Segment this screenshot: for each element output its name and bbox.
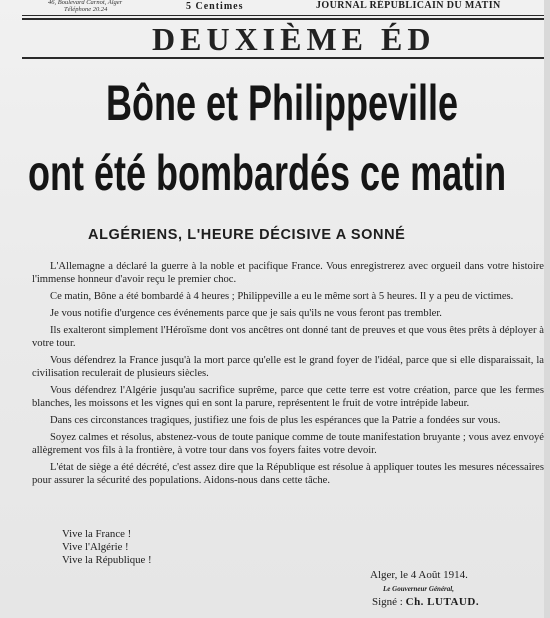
masthead-address-text: 46, Boulevard Carnot, Alger [48, 0, 123, 6]
paragraph: L'état de siège a été décrété, c'est assez dire que la République est résolue à appliquer toutes les mesures nécessaires pour assurer la sécurité des populations. Aidons-nous dans cette tâche. [32, 462, 544, 486]
masthead-price: 5 Centimes [186, 1, 244, 12]
vive-line: Vive la République ! [62, 554, 152, 566]
proclamation-body [32, 260, 544, 491]
edition-banner: DEUXIÈME ÉD [152, 21, 436, 57]
signatory-name: Ch. LUTAUD. [405, 596, 480, 608]
paragraph: Ils exalteront simplement l'Héroïsme dont vos ancêtres ont donné tant de preuves et que vous êtes prêts à déployer à votre tour. [32, 325, 544, 349]
signed-label: Signé : [372, 596, 403, 608]
masthead-phone: Téléphone 20.24 [64, 6, 108, 13]
masthead-address [48, 0, 122, 13]
place-date: Alger, le 4 Août 1914. [370, 569, 468, 581]
vive-list [62, 528, 152, 567]
subheadline: ALGÉRIENS, L'HEURE DÉCISIVE A SONNÉ [88, 227, 406, 243]
signature-line [372, 596, 479, 608]
masthead-journal-title: JOURNAL RÉPUBLICAIN DU MATIN [316, 0, 501, 11]
paragraph: Je vous notifie d'urgence ces événements parce que je sais qu'ils ne vous feront pas trembler. [50, 308, 442, 319]
headline-line-1: Bône et Philippeville [106, 75, 459, 131]
edition-rule [22, 57, 544, 59]
masthead-rule-bottom [22, 18, 544, 20]
page-edge [544, 0, 550, 618]
paragraph: Dans ces circonstances tragiques, justifiez une fois de plus les espérances que la Patrie a fondées sur vous. [50, 415, 501, 426]
governor-title: Le Gouverneur Général, [383, 585, 454, 593]
paragraph: Vous défendrez la France jusqu'à la mort parce qu'elle est le grand foyer de l'idéal, parce que si elle disparaissait, la civilisation reculerait de plusieurs siècles. [32, 355, 544, 379]
masthead-rule-top [22, 15, 544, 16]
paragraph: Ce matin, Bône a été bombardé à 4 heures ; Philippeville a eu le même sort à 5 heures. Il y a peu de victimes. [50, 291, 514, 302]
vive-line: Vive l'Algérie ! [62, 541, 129, 553]
paragraph: Vous défendrez l'Algérie jusqu'au sacrifice suprême, parce que cette terre est votre création, parce que les fermes blanches, les moissons et les vignes qui en sont la parure, représentent le fruit de votre intrépide labeur. [32, 385, 544, 409]
headline-line-2: ont été bombardés ce matin [28, 145, 507, 201]
vive-line: Vive la France ! [62, 528, 132, 540]
paragraph: Soyez calmes et résolus, abstenez-vous de toute panique comme de toute manifestation bruyante ; vous avez envoyé allègrement vos fils à la frontière, à votre tour dans vos foyers faites votre devoir. [32, 432, 544, 456]
paragraph: L'Allemagne a déclaré la guerre à la noble et pacifique France. Vous enregistrerez avec orgueil dans votre histoire l'immense honneur d'avoir reçu le premier choc. [32, 261, 544, 285]
